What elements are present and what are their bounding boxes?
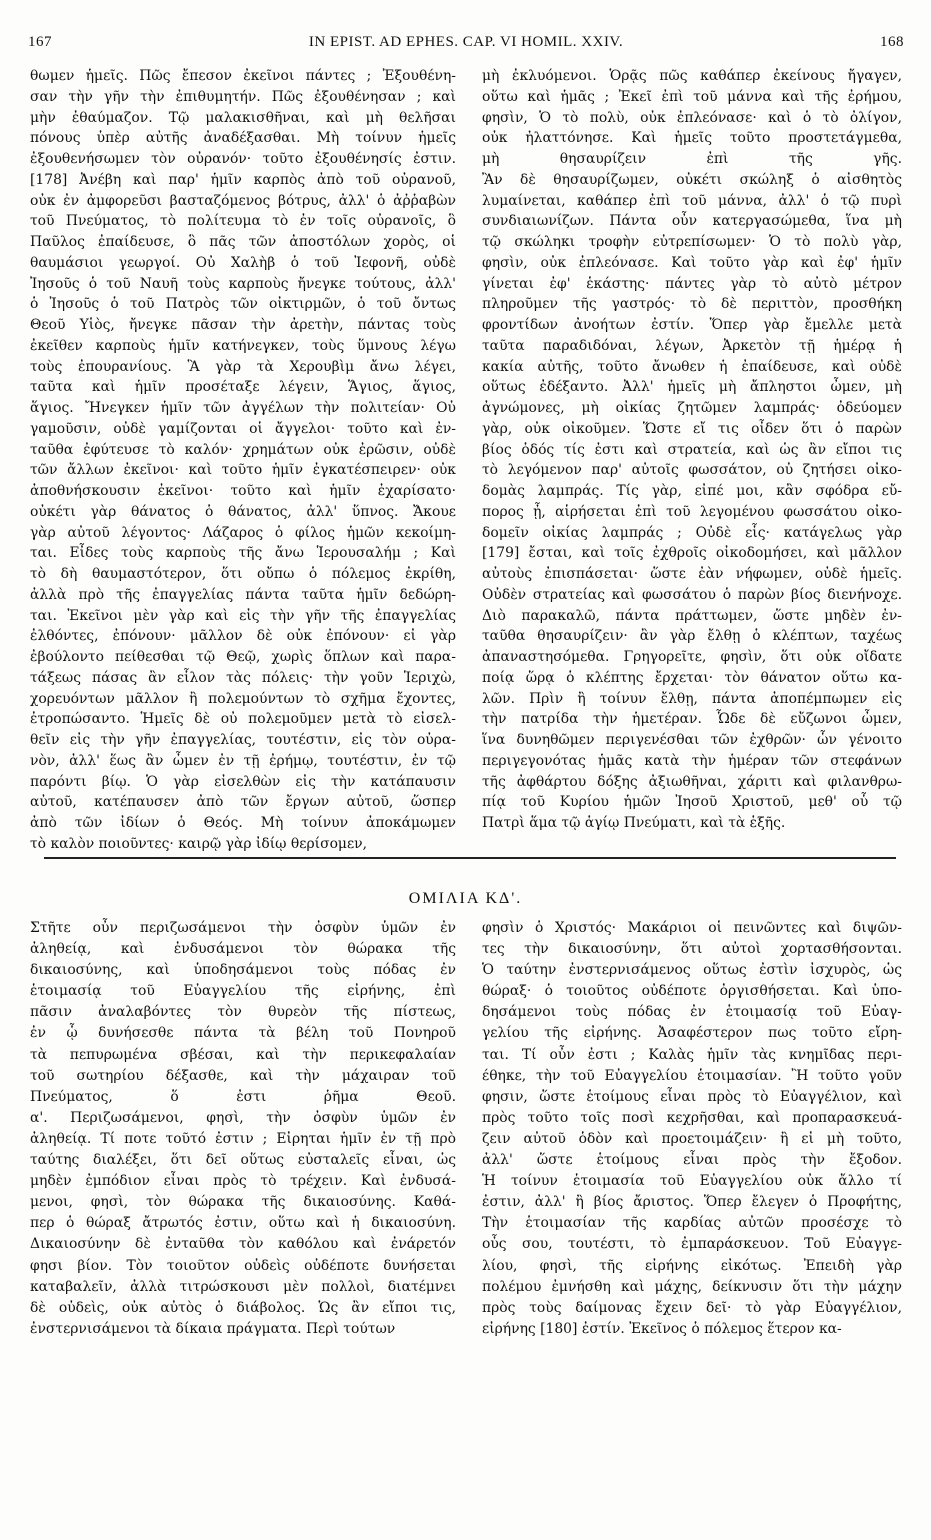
- text-line: ταῦθα ἐφύτευσε τὸ καλόν· χρημάτων οὐκ ἐρῶσιν, οὐδὲ: [30, 441, 456, 458]
- text-line: Ἂν δὲ θησαυρίζωμεν, οὐκέτι σκώληξ ὁ αἰσθητὸς: [482, 171, 902, 188]
- text-line: φησὶν ὁ Χριστός· Μακάριοι οἱ πεινῶντες καὶ διψῶν-: [482, 920, 902, 936]
- text-line: ἅγιος. Ἤνεγκεν ἡμῖν τῶν ἀγγέλων τὴν πολιτείαν· Οὐ: [30, 400, 456, 416]
- text-line: θαυμάσιοι γεωργοί. Οὐ Χαλὴβ ὁ τοῦ Ἰεφονῆ, οὐδὲ: [30, 254, 456, 271]
- text-line: ἐλθόντες, ἐπόνουν· μᾶλλον δὲ οὐκ ἐπόνουν· εἰ γὰρ: [30, 628, 456, 645]
- text-line: μηδὲν ἐμπόδιον εἶναι πρὸς τὸ τρέχειν. Καὶ ἐνδυσά-: [30, 1173, 456, 1190]
- text-line: τοῦ Πνεύματος, τὸ πολίτευμα τὸ ἐν τοῖς οὐρανοῖς, ὃ: [30, 213, 456, 230]
- text-line: οὐκ ἠλαττόνησε. Καὶ ἡμεῖς τοῦτο προστετάγμεθα,: [482, 130, 902, 147]
- text-line: λίου, φησὶ, τῆς εἰρήνης εἰκότως. Ἐπειδὴ γὰρ: [482, 1257, 902, 1274]
- text-line: ζειν αὐτοῦ ὁδὸν καὶ προετοιμάζειν· ἢ εἰ μὴ τοῦτο,: [482, 1130, 902, 1147]
- text-line: τὸ λεγόμενον παρ' αὐτοῖς φωσσάτον, οὐ ζητήσει οἰκο-: [482, 462, 902, 479]
- text-line: μὴ θησαυρίζειν ἐπὶ τῆς γῆς.: [482, 151, 902, 167]
- text-line: ταῦτα καὶ ἡμῖν προσέταξε λέγειν, Ἅγιος, ἅγιος,: [30, 379, 456, 396]
- running-title: IN EPIST. AD EPHES. CAP. VI HOMIL. XXIV.: [308, 34, 624, 50]
- text-line: ἐτροπώσαντο. Ἡμεῖς δὲ οὐ πολεμοῦμεν μετὰ τὸ εἰσελ-: [30, 711, 456, 728]
- text-line: Πνεύματος, ὅ ἐστι ῥῆμα Θεοῦ.: [30, 1088, 456, 1105]
- text-line: α'. Περιζωσάμενοι, φησὶ, τὴν ὀσφὺν ὑμῶν ἐν: [30, 1109, 456, 1126]
- text-line: ἀποθνήσκουσιν ἐκεῖνοι· τοῦτο καὶ ἡμῖν ἐχαρίσατο·: [30, 483, 456, 499]
- text-line: Ἡ τοίνυν ἑτοιμασία τοῦ Εὐαγγελίου οὐκ ἄλλο τί: [482, 1173, 902, 1190]
- text-line: πορος ᾖ, αἱρήσεται ἐπὶ τοῦ λεγομένου φωσσάτου οἰκο-: [482, 503, 902, 520]
- text-line: τῆς ἀφθάρτου δόξης ἀξιωθῆναι, χάριτι καὶ φιλανθρω-: [482, 773, 902, 790]
- text-line: μὴν ἐθαύμαζον. Τῷ μαλακισθῆναι, καὶ μὴ θελῆσαι: [30, 109, 456, 126]
- text-line: ται. Ἐκεῖνοι μὲν γὰρ καὶ εἰς τὴν γῆν τῆς ἐπαγγελίας: [30, 607, 456, 624]
- text-line: ἑτοιμασίᾳ τοῦ Εὐαγγελίου τῆς εἰρήνης, ἐπὶ: [30, 983, 456, 1000]
- text-line: πίᾳ τοῦ Κυρίου ἡμῶν Ἰησοῦ Χριστοῦ, μεθ' οὗ τῷ: [482, 794, 902, 811]
- text-line: λυμαίνεται, καθάπερ ἐπὶ τοῦ μάννα, ἀλλ' ὁ τῷ πυρὶ: [482, 192, 902, 209]
- text-line: δομὰς λαμπράς. Τίς γὰρ, εἰπέ μοι, κἂν σφόδρα εὔ-: [482, 483, 902, 499]
- text-line: ἐν ᾧ δυνήσεσθε πάντα τὰ βέλη τοῦ Πονηροῦ: [30, 1025, 456, 1042]
- text-line: οὐκέτι γὰρ θάνατος ὁ θάνατος, ἀλλ' ὕπνος. Ἄκουε: [30, 503, 456, 520]
- text-line: τὰ πεπυρωμένα σβέσαι, καὶ τὴν περικεφαλαίαν: [30, 1046, 456, 1063]
- text-line: γελίου τῆς εἰρήνης. Ἀσαφέστερον πως τοῦτο εἴρη-: [482, 1025, 902, 1042]
- text-line: φησὶν, οὐκ ἐπλεόνασε. Καὶ τοῦτο γὰρ καὶ ἐφ' ἡμῖν: [482, 254, 902, 271]
- top-left-column: [30, 66, 456, 855]
- text-line: ἐκεῖθεν καρποὺς ἡμῖν κατήνεγκεν, τοὺς ὕμνους λέγω: [30, 337, 456, 354]
- homily-title: ΟΜΙΛΙΑ ΚΔ'.: [408, 890, 523, 907]
- text-line: γὰρ αὐτοῦ λέγοντος· Λάζαρος ὁ φίλος ἡμῶν κεκοίμη-: [30, 524, 456, 541]
- text-line: βίος ὁδός τίς ἐστι καὶ στρατεία, καὶ ὡς ἂν εἴποι τις: [482, 441, 902, 458]
- text-line: περιγεγονότας ἡμᾶς κατὰ τὴν ἡμέραν τῶν στεφάνων: [482, 752, 902, 769]
- text-line: ἐστιν, ἀλλ' ἢ βίος ἄριστος. Ὅπερ ἔλεγεν ὁ Προφήτης,: [482, 1194, 902, 1211]
- text-line: καταβαλεῖν, ἀλλὰ τιτρώσκουσι μὲν πολλοὶ, διατέμνει: [30, 1278, 456, 1295]
- page-header: [28, 34, 904, 56]
- text-line: θωμεν ἡμεῖς. Πῶς ἔπεσον ἐκεῖνοι πάντες ; Ἐξουθένη-: [30, 68, 456, 84]
- text-line: ται. Εἶδες τοὺς καρποὺς τῆς ἄνω Ἱερουσαλήμ ; Καὶ: [30, 545, 456, 562]
- text-line: ἀπὸ τῶν ἰδίων ὁ Θεός. Μὴ τοίνυν ἀποκάμωμεν: [30, 815, 456, 831]
- text-line: ἐξουθενήσωμεν τὸν οὐρανόν· τοῦτο ἐξουθένησίς ἐστιν.: [30, 151, 456, 167]
- page-number-left: 167: [28, 34, 52, 50]
- text-line: μενοι, φησὶ, τὸν θώρακα τῆς δικαιοσύνης. Καθά-: [30, 1194, 456, 1211]
- text-line: πρὸς τοὺς δαίμονας ἔχειν δεῖ· τὸ γὰρ Εὐαγγέλιον,: [482, 1299, 902, 1316]
- text-line: ἀληθείᾳ. Τί ποτε τοῦτό ἐστιν ; Εἰρηται ἡμῖν ἐν τῇ πρὸ: [30, 1130, 456, 1147]
- text-line: τῶν ἄλλων ἐκεῖνοι· καὶ τοῦτο ἡμῖν ἐγκατέσπειρεν· οὐκ: [30, 462, 456, 479]
- text-line: δὲ οὐδεὶς, οὐκ αὐτὸς ὁ διάβολος. Ὡς ἂν εἴποι τις,: [30, 1299, 456, 1316]
- text-line: νὸν, ἀλλ' ἕως ἂν ὦμεν ἐν τῇ ἐρήμῳ, τουτέστιν, ἐν τῷ: [30, 752, 456, 769]
- text-line: εἰρήνης [180] ἐστίν. Ἐκεῖνος ὁ πόλεμος ἕτερον κα-: [482, 1320, 842, 1337]
- text-line: Θεοῦ Υἱὸς, ἤνεγκε πᾶσαν τὴν ἀρετὴν, πάντας τοὺς: [30, 317, 456, 333]
- text-line: ἐνστερνισάμενοι τὰ δίκαια πράγματα. Περὶ τούτων: [30, 1320, 396, 1337]
- text-line: ταύτης διαλέξει, ὅτι δεῖ οὕτως εὐσταλεῖς εἶναι, ὡς: [30, 1152, 456, 1169]
- text-line: πόνους ὑπὲρ αὐτῆς ἀναδέξασθαι. Μὴ τοίνυν ἡμεῖς: [30, 130, 456, 147]
- text-line: θεῖν εἰς τὴν γῆν ἐπαγγελίας, τουτέστιν, εἰς τὸν οὐρα-: [30, 732, 456, 748]
- text-line: ται. Τί οὖν ἐστι ; Καλὰς ἡμῖν τὰς κνημῖδας περι-: [482, 1046, 902, 1063]
- text-line: αὐτοὺς ἐπισπάσεται· ὥστε ἐὰν νήφωμεν, οὐδὲ ἡμεῖς.: [482, 566, 902, 582]
- text-line: Διὸ παρακαλῶ, πάντα πράττωμεν, ὥστε μηδὲν ἐν-: [482, 607, 902, 624]
- text-line: ἀλλὰ πρὸ τῆς ἐπαγγελίας πάντα ταῦτα ἡμῖν δεδώρη-: [30, 586, 456, 603]
- text-line: τοῦ σωτηρίου δέξασθε, καὶ τὴν μάχαιραν τοῦ: [30, 1067, 456, 1084]
- page-number-right: 168: [880, 34, 904, 50]
- text-line: Παῦλος ἐπαίδευσε, ὃ πᾶς τῶν ἀποστόλων χορὸς, οἱ: [30, 234, 456, 250]
- text-line: Στῆτε οὖν περιζωσάμενοι τὴν ὀσφὺν ὑμῶν ἐν: [30, 920, 456, 936]
- text-line: παρόντι βίῳ. Ὁ γὰρ εἰσελθὼν εἰς τὴν κατάπαυσιν: [30, 773, 456, 790]
- text-line: γίνεται ἐφ' ἑκάστης· πάντες γὰρ τὸ αὐτὸ μέτρον: [482, 275, 902, 292]
- text-line: χορευόντων μᾶλλον ἢ πολεμούντων τὸ σχῆμα ἔχοντες,: [30, 690, 456, 707]
- text-line: ἀγνώμονες, μὴ οἰκίας ζητῶμεν λαμπράς· ὀδεύομεν: [482, 400, 902, 416]
- text-line: Ἰησοῦς ὁ τοῦ Ναυῆ τοὺς καρποὺς ἤνεγκε τούτους, ἀλλ': [30, 275, 456, 292]
- text-line: περ ὁ θώραξ ἄτρωτός ἐστιν, οὕτω καὶ ἡ δικαιοσύνη.: [30, 1215, 456, 1232]
- text-line: ἀλλ' ὥστε ἑτοίμους εἶναι πρὸς τὴν ἔξοδον.: [482, 1152, 902, 1169]
- text-line: Δικαιοσύνην δὲ ἐνταῦθα τὸν καθόλου καὶ ἐνάρετόν: [30, 1236, 456, 1253]
- text-line: φησὶν, Ὁ τὸ πολὺ, οὐκ ἐπλεόνασε· καὶ ὁ τὸ ὀλίγον,: [482, 109, 902, 126]
- text-line: οὐκ ἐν ἀμφορεῦσι βασταζόμενος βότρυς, ἀλλ' ὁ ἀῤῥαβὼν: [30, 192, 456, 209]
- text-line: πληροῦμεν τῆς γαστρός· τὸ δὲ περιττὸν, προσθήκη: [482, 296, 902, 313]
- section-divider: [44, 857, 896, 859]
- text-line: ἀπαναστησόμεθα. Γρηγορεῖτε, φησὶν, ὅτι οὐκ οἴδατε: [482, 649, 902, 665]
- text-line: γὰρ, οὐκ οἰκοῦμεν. Ὥστε εἴ τις οἶδεν ὅτι ὁ παρὼν: [482, 420, 902, 437]
- text-line: ἐβούλοντο πείθεσθαι τῷ Θεῷ, χωρὶς ὅπλων καὶ παρα-: [30, 649, 456, 665]
- text-line: τὸ καλὸν ποιοῦντες· καιρῷ γὰρ ἰδίῳ θερίσομεν,: [30, 835, 368, 852]
- text-line: αὐτοῦ, κατέπαυσεν ἀπὸ τῶν ἔργων αὐτοῦ, ὥσπερ: [30, 794, 456, 811]
- bottom-right-column: [482, 918, 902, 1340]
- text-line: συνδιαιωνίζων. Πάντα οὖν κατεργασώμεθα, ἵνα μὴ: [482, 213, 902, 230]
- text-line: κακία αὐτῆς, τοῦτο ἄνωθεν ἡ ἐπαίδευσε, καὶ οὐδὲ: [482, 358, 902, 375]
- text-line: πολέμου ἐμνήσθη καὶ μάχης, δείκνυσιν ὅτι τὴν μάχην: [482, 1278, 902, 1295]
- text-line: οὕτω καὶ ἡμᾶς ; Ἐκεῖ ἐπὶ τοῦ μάννα καὶ τῆς ἐρήμου,: [482, 88, 902, 105]
- text-line: σαν τὴν γῆν τὴν ἐπιθυμητήν. Πῶς ἐξουθένησαν ; καὶ: [30, 88, 456, 105]
- text-line: δομεῖν οἰκίας λαμπράς ; Οὐδὲ εἷς· κατάγελως γὰρ: [482, 524, 902, 541]
- text-line: φροντίδων ἀνοήτων ἐστίν. Ὅπερ γὰρ ἔμελλε μετὰ: [482, 317, 902, 333]
- text-line: Οὐδὲν στρατείας καὶ φωσσάτου ὁ παρὼν βίος διενήνοχε.: [482, 586, 902, 603]
- text-line: ποίᾳ ὥρᾳ ὁ κλέπτης ἔρχεται· τὸν θάνατον οὕτω κα-: [482, 669, 902, 686]
- text-line: τὴν πατρίδα τὴν ἡμετέραν. Ὧδε δὲ εὔζωνοι ὦμεν,: [482, 711, 902, 728]
- text-line: [179] ἔσται, καὶ τοῖς ἐχθροῖς οἰκοδομήσει, καὶ μᾶλλον: [482, 545, 902, 562]
- text-line: οὖς σου, τουτέστι, τὸ ἐμπαράσκευον. Τοῦ Εὐαγγε-: [482, 1236, 902, 1253]
- text-line: δησάμενοι τοὺς πόδας ἐν ἑτοιμασίᾳ τοῦ Εὐαγ-: [482, 1004, 902, 1021]
- text-line: γαμοῦσιν, οὐδὲ γαμίζονται οἱ ἄγγελοι· τοῦτο καὶ ἐν-: [30, 420, 456, 437]
- text-line: έθηκε, τὴν τοῦ Εὐαγγελίου ἑτοιμασίαν. Ἢ τοῦτο γοῦν: [482, 1067, 902, 1084]
- text-line: ταῦθα θησαυρίζειν· ἂν γὰρ ἔλθῃ ὁ κλέπτων, ταχέως: [482, 628, 902, 645]
- text-line: πᾶσιν ἀναλαβόντες τὸν θυρεὸν τῆς πίστεως,: [30, 1004, 456, 1021]
- top-right-column: [482, 66, 902, 834]
- text-line: μὴ ἐκλυόμενοι. Ὁρᾷς πῶς καθάπερ ἐκείνους ἤγαγεν,: [482, 68, 902, 84]
- text-line: φησι βίον. Τὸν τοιοῦτον οὐδεὶς οὐδέποτε δυνήσεται: [30, 1257, 456, 1274]
- text-line: Πατρὶ ἅμα τῷ ἁγίῳ Πνεύματι, καὶ τὰ ἑξῆς.: [482, 815, 786, 831]
- text-line: ταῦτα παραδιδόναι, λέγων, Ἀρκετὸν τῇ ἡμέρᾳ ἡ: [482, 337, 902, 354]
- text-line: τὸ δὴ θαυμαστότερον, ὅτι οὔπω ὁ πόλεμος ἐκρίθη,: [30, 566, 456, 582]
- text-line: λῶν. Πρὶν ἢ τοίνυν ἔλθῃ, πάντα ἀποπέμπωμεν εἰς: [482, 690, 902, 707]
- text-line: δικαιοσύνης, καὶ ὑποδησάμενοι τοὺς πόδας ἐν: [30, 962, 456, 979]
- text-line: πρὸς τοῦτο τοῖς ποσὶ κεχρῆσθαι, καὶ προπαρασκευά-: [482, 1109, 902, 1126]
- text-line: Ὁ ταύτην ἐνστερνισάμενος οὕτως ἐστὶν ἰσχυρὸς, ὡς: [482, 962, 902, 979]
- text-line: [178] Ἀνέβη καὶ παρ' ἡμῖν καρπὸς ἀπὸ τοῦ οὐρανοῦ,: [30, 171, 456, 188]
- text-line: τῷ σκώληκι τροφὴν εὐτρεπίσωμεν· Ὁ τὸ πολὺ γὰρ,: [482, 234, 902, 250]
- text-line: Τὴν ἑτοιμασίαν τῆς καρδίας αὐτῶν προσέσχε τὸ: [482, 1215, 902, 1232]
- text-line: οὕτως ἐδέξαντο. Ἀλλ' ἡμεῖς μὴ ἄπληστοι ὦμεν, μὴ: [482, 379, 902, 396]
- text-line: φησιν, ὥστε ἑτοίμους εἶναι πρὸς τὸ Εὐαγγέλιον, καὶ: [482, 1088, 902, 1105]
- text-line: τάξεως πάσας ἂν εἷλον τὰς πόλεις· τὴν γοῦν Ἱεριχὼ,: [30, 669, 456, 686]
- text-line: ἀληθείᾳ, καὶ ἐνδυσάμενοι τὸν θώρακα τῆς: [30, 941, 456, 958]
- text-line: τοὺς ἐπουρανίους. Ἃ γὰρ τὰ Χερουβὶμ ἄνω λέγει,: [30, 358, 456, 375]
- text-line: θώραξ· ὁ τοιοῦτος οὐδέποτε ὀργισθήσεται. Καὶ ὑπο-: [482, 983, 902, 1000]
- text-line: τες τὴν δικαιοσύνην, ὅτι αὐτοὶ χορτασθήσονται.: [482, 941, 902, 958]
- text-line: ὁ Ἰησοῦς ὁ τοῦ Πατρὸς τῶν οἰκτιρμῶν, ὁ τοῦ ὄντως: [30, 296, 456, 313]
- bottom-left-column: [30, 918, 456, 1340]
- text-line: ἵνα δυνηθῶμεν περιγενέσθαι τῶν ἐχθρῶν· ὧν γένοιτο: [482, 732, 902, 748]
